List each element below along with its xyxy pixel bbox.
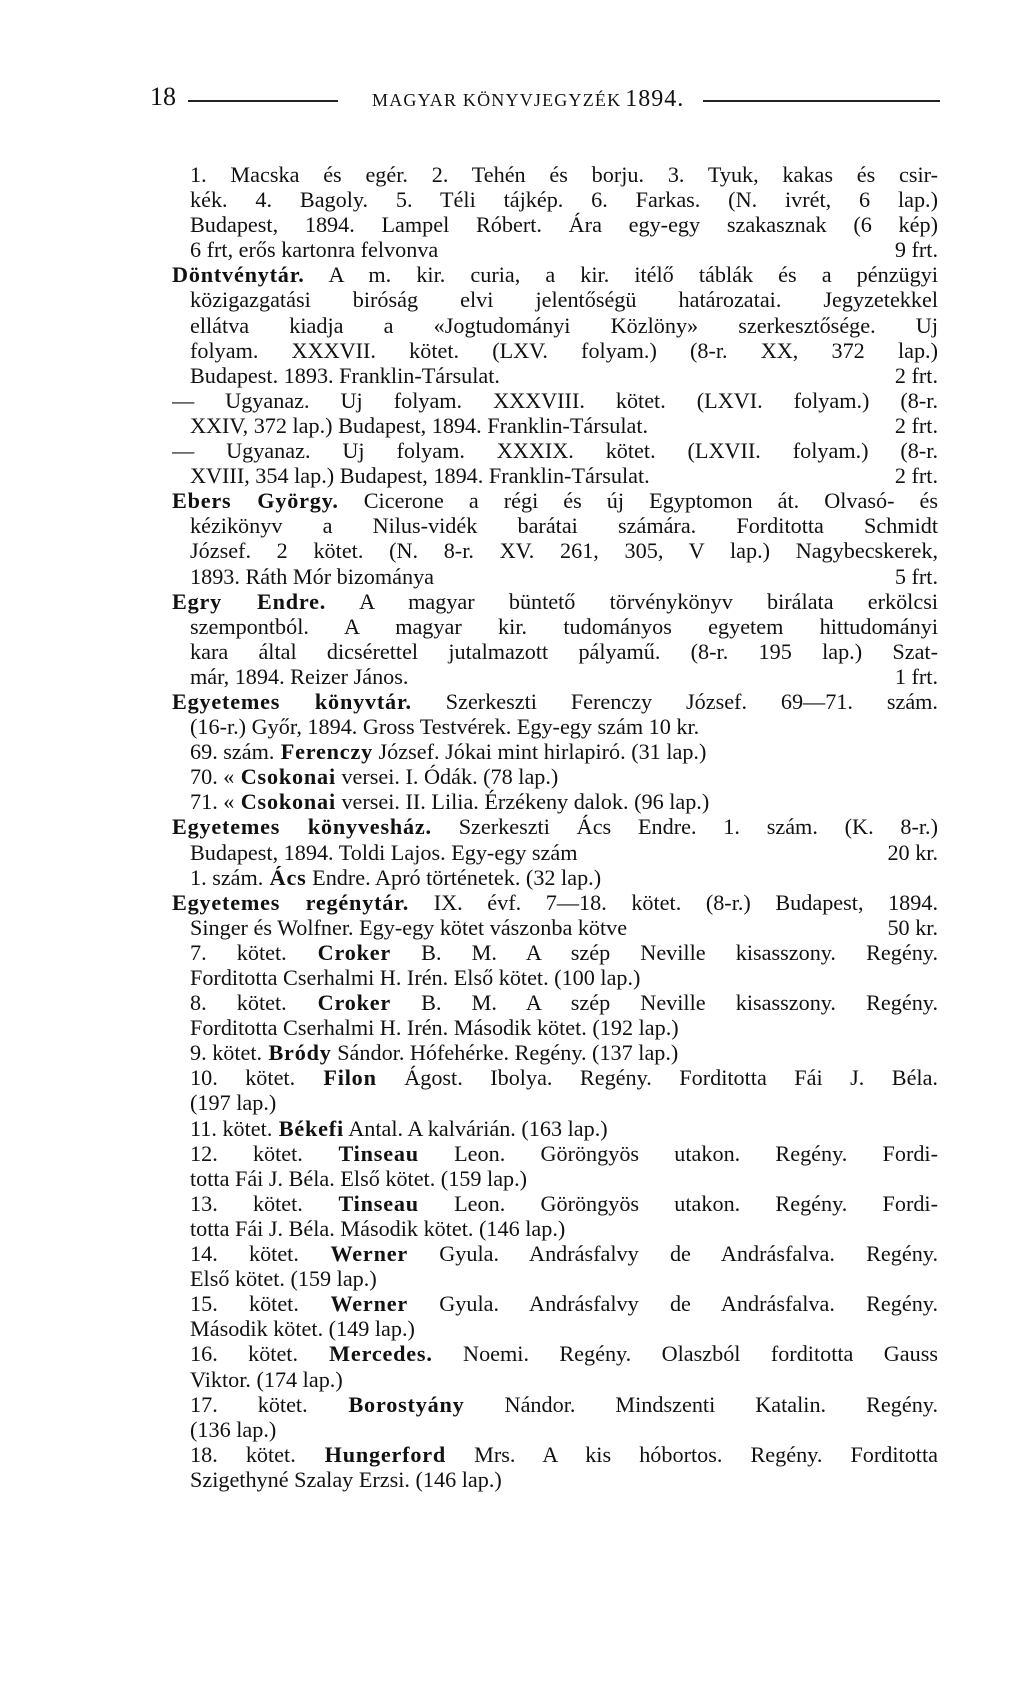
text-line	[190, 1040, 938, 1065]
header-rule-left	[188, 100, 338, 102]
line-text: 9. kötet.	[190, 1040, 263, 1066]
line-text: IX. évf. 7—18. kötet. (8-r.) Budapest, 1894.	[409, 889, 938, 915]
line-text: 71. «	[190, 789, 235, 815]
author-name: Croker	[286, 990, 392, 1016]
text-line	[190, 865, 938, 890]
line-text: Ágost. Ibolya. Regény. Forditotta Fái J. Béla.	[376, 1065, 938, 1091]
line-text: 18. kötet.	[190, 1441, 296, 1467]
text-line	[190, 538, 938, 563]
line-text: Második kötet. (149 lap.)	[190, 1316, 415, 1342]
line-text: (136 lap.)	[190, 1416, 277, 1442]
line-text: totta Fái J. Béla. Második kötet. (146 lap.)	[190, 1215, 566, 1241]
author-name: Werner	[298, 1291, 409, 1317]
line-text: 17. kötet.	[190, 1391, 308, 1417]
line-text: 7. kötet.	[190, 939, 287, 965]
text-line	[190, 212, 938, 237]
line-text: 70. «	[190, 764, 235, 790]
line-text: Forditotta Cserhalmi H. Irén. Első kötet. (100 lap.)	[190, 965, 641, 990]
text-line	[190, 1417, 938, 1442]
line-text: Cicerone a régi és új Egyptomon át. Olvasó- és	[338, 488, 938, 514]
text-line	[190, 940, 938, 965]
line-text: Budapest, 1894. Toldi Lajos. Egy-egy szám	[190, 839, 578, 865]
text-line	[190, 1266, 938, 1291]
text-line	[190, 1316, 938, 1341]
running-title	[372, 86, 684, 113]
line-text: totta Fái J. Béla. Első kötet. (159 lap.)	[190, 1165, 528, 1191]
text-line	[190, 1116, 938, 1141]
text-line	[190, 1467, 938, 1492]
text-line	[190, 789, 938, 814]
line-text: 11. kötet.	[190, 1115, 273, 1141]
line-text: B. M. A szép Neville kisasszony. Regény.	[391, 939, 938, 965]
line-text: (16-r.) Győr, 1894. Gross Testvérek. Egy-egy szám 10 kr.	[190, 714, 700, 740]
text-line	[190, 1442, 938, 1467]
running-title-text: MAGYAR KÖNYVJEGYZÉK	[372, 90, 622, 110]
author-name: Borostyány	[307, 1391, 465, 1417]
line-text: közigazgatási biróság elvi jelentőségü határozatai. Jegyzetekkel	[190, 287, 938, 313]
line-text: 8. kötet.	[190, 990, 287, 1016]
line-text: 6 frt, erős kartonra felvonva	[190, 237, 439, 263]
price: 2 frt.	[894, 362, 938, 388]
line-text: Antal. A kalvárián. (163 lap.)	[343, 1115, 608, 1141]
text-line	[190, 1015, 938, 1040]
text-line	[190, 564, 938, 589]
text-line	[190, 1341, 938, 1366]
line-text: Leon. Göröngyös utakon. Regény. Fordi-	[418, 1190, 938, 1216]
text-line	[190, 1241, 938, 1266]
line-text: 15. kötet.	[190, 1291, 299, 1317]
line-text: (197 lap.)	[190, 1090, 277, 1116]
page-header	[150, 82, 940, 116]
line-text: Noemi. Regény. Olaszból forditotta Gauss	[432, 1341, 938, 1367]
line-text: Sándor. Hófehérke. Regény. (137 lap.)	[331, 1040, 679, 1066]
line-text: versei. II. Lilia. Érzékeny dalok. (96 lap.)	[335, 789, 710, 815]
author-name: Filon	[295, 1065, 377, 1091]
price: 5 frt.	[894, 563, 938, 589]
text-line	[190, 1367, 938, 1392]
line-text: Leon. Göröngyös utakon. Regény. Fordi-	[418, 1140, 938, 1166]
text-line	[190, 1291, 938, 1316]
text-line	[190, 338, 938, 363]
line-text: — Ugyanaz. Uj folyam. XXXIX. kötet. (LXVII. folyam.) (8-r.	[172, 438, 938, 464]
price: 2 frt.	[894, 412, 938, 438]
price: 9 frt.	[894, 237, 938, 263]
text-line	[172, 689, 938, 714]
text-line	[190, 187, 938, 212]
author-name: Hungerford	[295, 1441, 447, 1467]
entry-heading: Egyetemes regénytár.	[172, 889, 410, 915]
line-text: József. Jókai mint hirlapiró. (31 lap.)	[373, 739, 707, 765]
line-text: Gyula. Andrásfalvy de Andrásfalva. Regény.	[408, 1291, 938, 1317]
text-line	[190, 915, 938, 940]
line-text: kézikönyv a Nilus-vidék barátai számára. Forditotta Schmidt	[190, 513, 938, 539]
line-text: 69. szám.	[190, 739, 275, 765]
page-number: 18	[150, 82, 176, 111]
text-line	[190, 162, 938, 187]
text-line	[172, 589, 938, 614]
line-text: József. 2 kötet. (N. 8-r. XV. 261, 305, V lap.) Nagybecskerek,	[190, 538, 938, 564]
line-text: Forditotta Cserhalmi H. Irén. Második kötet. (192 lap.)	[190, 1015, 679, 1041]
line-text: 12. kötet.	[190, 1140, 303, 1166]
entry-heading: Ebers György.	[172, 488, 339, 514]
text-line	[190, 287, 938, 312]
entry-heading: Egyetemes könyvtár.	[172, 688, 412, 714]
author-name: Békefi	[272, 1115, 344, 1141]
text-line	[172, 814, 938, 839]
line-text: Nándor. Mindszenti Katalin. Regény.	[464, 1391, 938, 1417]
author-name: Mercedes.	[298, 1341, 433, 1367]
line-text: 16. kötet.	[190, 1341, 299, 1367]
text-line	[172, 890, 938, 915]
text-line	[190, 237, 938, 262]
line-text: már, 1894. Reizer János.	[190, 663, 409, 689]
line-text: Szerkeszti Ferenczy József. 69—71. szám.	[411, 688, 938, 714]
price: 20 kr.	[887, 839, 938, 865]
line-text: Singer és Wolfner. Egy-egy kötet vászonba kötve	[190, 914, 628, 940]
line-text: Mrs. A kis hóbortos. Regény. Forditotta	[446, 1441, 938, 1467]
line-text: 10. kötet.	[190, 1065, 296, 1091]
line-text: A magyar büntető törvénykönyv birálata erkölcsi	[326, 588, 938, 614]
text-line	[190, 1191, 938, 1216]
line-text: Budapest. 1893. Franklin-Társulat.	[190, 362, 500, 388]
catalog-entries	[172, 162, 938, 1492]
entry-heading: Egry Endre.	[172, 588, 327, 614]
line-text: 1. Macska és egér. 2. Tehén és borju. 3. Tyuk, kakas és csir-	[190, 162, 938, 187]
author-name: Csokonai	[234, 789, 336, 815]
line-text: folyam. XXXVII. kötet. (LXV. folyam.) (8-r. XX, 372 lap.)	[190, 337, 938, 363]
text-line	[190, 990, 938, 1015]
text-line	[172, 488, 938, 513]
line-text: XVIII, 354 lap.) Budapest, 1894. Franklin-Társulat.	[190, 463, 650, 489]
line-text: 13. kötet.	[190, 1190, 303, 1216]
text-line	[190, 1216, 938, 1241]
text-line	[172, 388, 938, 413]
text-line	[190, 363, 938, 388]
line-text: 1893. Ráth Mór bizománya	[190, 563, 435, 589]
line-text: Viktor. (174 lap.)	[190, 1366, 343, 1392]
line-text: XXIV, 372 lap.) Budapest, 1894. Franklin-Társulat.	[190, 412, 649, 438]
text-line	[190, 313, 938, 338]
line-text: szempontból. A magyar kir. tudományos egyetem hittudományi	[190, 613, 938, 639]
text-line	[190, 1166, 938, 1191]
author-name: Croker	[286, 939, 392, 965]
line-text: Gyula. Andrásfalvy de Andrásfalva. Regény.	[408, 1241, 938, 1267]
text-line	[190, 413, 938, 438]
line-text: A m. kir. curia, a kir. itélő táblák és a pénzügyi	[304, 262, 938, 288]
text-line	[190, 764, 938, 789]
author-name: Ács	[263, 864, 307, 890]
author-name: Csokonai	[234, 764, 336, 790]
line-text: Budapest, 1894. Lampel Róbert. Ára egy-egy szakasznak (6 kép)	[190, 212, 938, 238]
author-name: Tinseau	[302, 1140, 419, 1166]
line-text: Endre. Apró történetek. (32 lap.)	[306, 864, 602, 890]
author-name: Tinseau	[302, 1190, 419, 1216]
header-rule-right	[703, 100, 940, 102]
line-text: kara által dicsérettel jutalmazott pályamű. (8-r. 195 lap.) Szat-	[190, 638, 938, 664]
text-line	[190, 714, 938, 739]
entry-heading: Döntvénytár.	[172, 262, 305, 288]
text-line	[190, 1065, 938, 1090]
entry-heading: Egyetemes könyvesház.	[172, 814, 432, 840]
text-line	[172, 438, 938, 463]
author-name: Bródy	[262, 1040, 332, 1066]
text-line	[190, 1141, 938, 1166]
line-text: Szigethyné Szalay Erzsi. (146 lap.)	[190, 1466, 502, 1492]
line-text: 1. szám.	[190, 864, 264, 890]
line-text: 14. kötet.	[190, 1241, 299, 1267]
price: 50 kr.	[887, 914, 938, 940]
line-text: kék. 4. Bagoly. 5. Téli tájkép. 6. Farkas. (N. ivrét, 6 lap.)	[190, 187, 938, 213]
line-text: ellátva kiadja a «Jogtudományi Közlöny» szerkesztősége. Uj	[190, 312, 938, 338]
line-text: Első kötet. (159 lap.)	[190, 1266, 377, 1292]
text-line	[190, 639, 938, 664]
running-title-year: 1894.	[625, 86, 685, 112]
text-line	[190, 463, 938, 488]
line-text: Szerkeszti Ács Endre. 1. szám. (K. 8-r.)	[431, 814, 938, 840]
author-name: Ferenczy	[274, 739, 373, 765]
text-line	[190, 965, 938, 990]
text-line	[190, 840, 938, 865]
text-line	[190, 513, 938, 538]
text-line	[190, 664, 938, 689]
line-text: B. M. A szép Neville kisasszony. Regény.	[391, 990, 938, 1016]
text-line	[190, 1392, 938, 1417]
text-line	[190, 614, 938, 639]
author-name: Werner	[298, 1241, 409, 1267]
line-text: — Ugyanaz. Uj folyam. XXXVIII. kötet. (LXVI. folyam.) (8-r.	[172, 387, 938, 413]
price: 2 frt.	[894, 463, 938, 489]
line-text: versei. I. Ódák. (78 lap.)	[335, 764, 559, 790]
text-line	[190, 1090, 938, 1115]
text-line	[190, 739, 938, 764]
price: 1 frt.	[894, 663, 938, 689]
text-line	[172, 262, 938, 287]
